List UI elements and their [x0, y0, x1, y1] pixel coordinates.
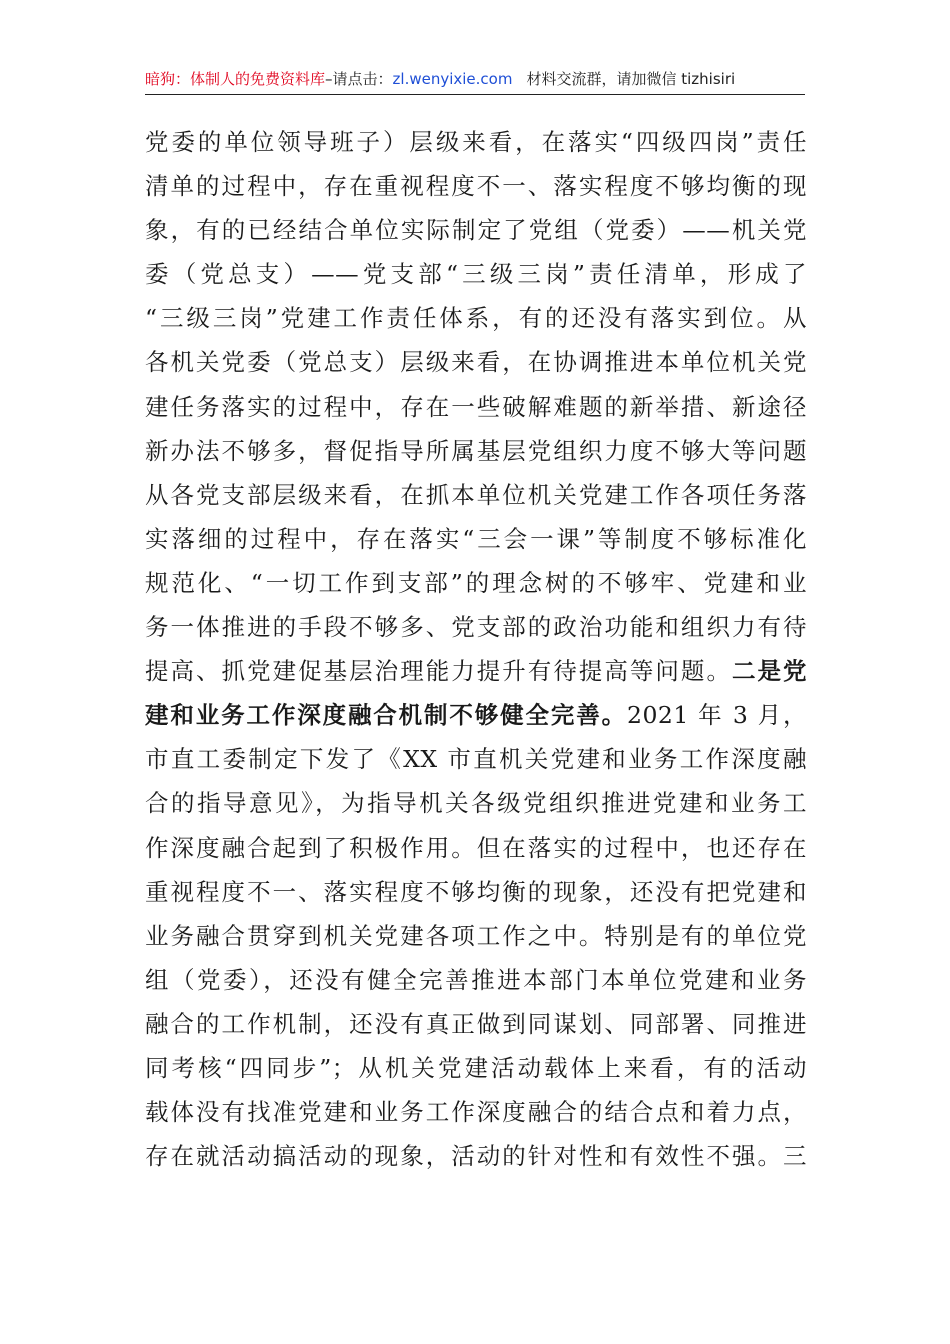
body-text: 载体没有找准党建和业务工作深度融合的结合点和着力点，: [145, 1098, 807, 1127]
body-text: 务一体推进的手段不够多、党支部的政治功能和组织力有待: [145, 613, 807, 642]
body-text: 从各党支部层级来看，在抓本单位机关党建工作各项任务落: [145, 480, 807, 509]
body-text: 象，有的已经结合单位实际制定了党组（党委）——机关党: [145, 216, 807, 245]
body-text: 委（党总支）——党支部“三级三岗”责任清单，形成了: [145, 260, 807, 289]
page-header: [145, 64, 805, 95]
text-line: [145, 208, 807, 252]
body-text: 各机关党委（党总支）层级来看，在协调推进本单位机关党: [145, 348, 807, 377]
text-line: [145, 385, 807, 429]
text-line: [145, 517, 807, 561]
text-line: [145, 473, 807, 517]
body-text: 提高、抓党建促基层治理能力提升有待提高等问题。: [145, 657, 732, 686]
body-text: 重视程度不一、落实程度不够均衡的现象，还没有把党建和: [145, 877, 807, 906]
text-line: [145, 561, 807, 605]
body-text: 2021 年 3 月，: [627, 701, 808, 730]
text-line: [145, 120, 807, 164]
body-text: 党委的单位领导班子）层级来看，在落实“四级四岗”责任: [145, 128, 807, 156]
text-line: [145, 1134, 807, 1178]
body-text: 建任务落实的过程中，存在一些破解难题的新举措、新途径: [145, 392, 807, 421]
body-text: 合的指导意见》，为指导机关各级党组织推进党建和业务工: [145, 789, 807, 818]
text-line: [145, 870, 807, 914]
text-line: [145, 958, 807, 1002]
document-body: [145, 120, 807, 1178]
bold-heading-text: 建和业务工作深度融合机制不够健全完善。: [145, 701, 627, 730]
bold-heading-text: 二是党: [731, 657, 808, 686]
text-line: [145, 429, 807, 473]
text-line: [145, 605, 807, 649]
text-line: [145, 1002, 807, 1046]
text-line: [145, 826, 807, 870]
body-text: 业务融合贯穿到机关党建各项工作之中。特别是有的单位党: [145, 921, 807, 950]
text-line: [145, 252, 807, 296]
body-text: 规范化、“一切工作到支部”的理念树的不够牢、党建和业: [145, 568, 807, 597]
body-text: 同考核“四同步”；从机关党建活动载体上来看，有的活动: [145, 1053, 807, 1082]
text-line: [145, 164, 807, 208]
text-line: [145, 1090, 807, 1134]
text-line: [145, 693, 807, 737]
text-line: [145, 296, 807, 340]
text-line: [145, 1046, 807, 1090]
click-prompt: –请点击：: [325, 70, 393, 88]
contact-info: 材料交流群，请加微信 tizhisiri: [526, 70, 736, 88]
body-text: “三级三岗”党建工作责任体系，有的还没有落实到位。从: [145, 304, 807, 333]
text-line: [145, 781, 807, 825]
text-line: [145, 340, 807, 384]
text-line: [145, 649, 807, 693]
body-text: 新办法不够多，督促指导所属基层党组织力度不够大等问题: [145, 436, 807, 465]
site-link[interactable]: zl.wenyixie.com: [392, 70, 513, 88]
body-text: 组（党委），还没有健全完善推进本部门本单位党建和业务: [145, 965, 807, 994]
body-text: 融合的工作机制，还没有真正做到同谋划、同部署、同推进: [145, 1009, 807, 1038]
site-name: 暗狗：体制人的免费资料库: [145, 70, 326, 88]
body-text: 实落细的过程中，存在落实“三会一课”等制度不够标准化: [145, 524, 807, 553]
text-line: [145, 914, 807, 958]
body-text: 市直工委制定下发了《XX 市直机关党建和业务工作深度融: [145, 745, 807, 774]
text-line: [145, 737, 807, 781]
body-text: 清单的过程中，存在重视程度不一、落实程度不够均衡的现: [145, 172, 807, 201]
body-text: 作深度融合起到了积极作用。但在落实的过程中，也还存在: [145, 833, 807, 862]
body-text: 存在就活动搞活动的现象，活动的针对性和有效性不强。三: [145, 1142, 807, 1171]
